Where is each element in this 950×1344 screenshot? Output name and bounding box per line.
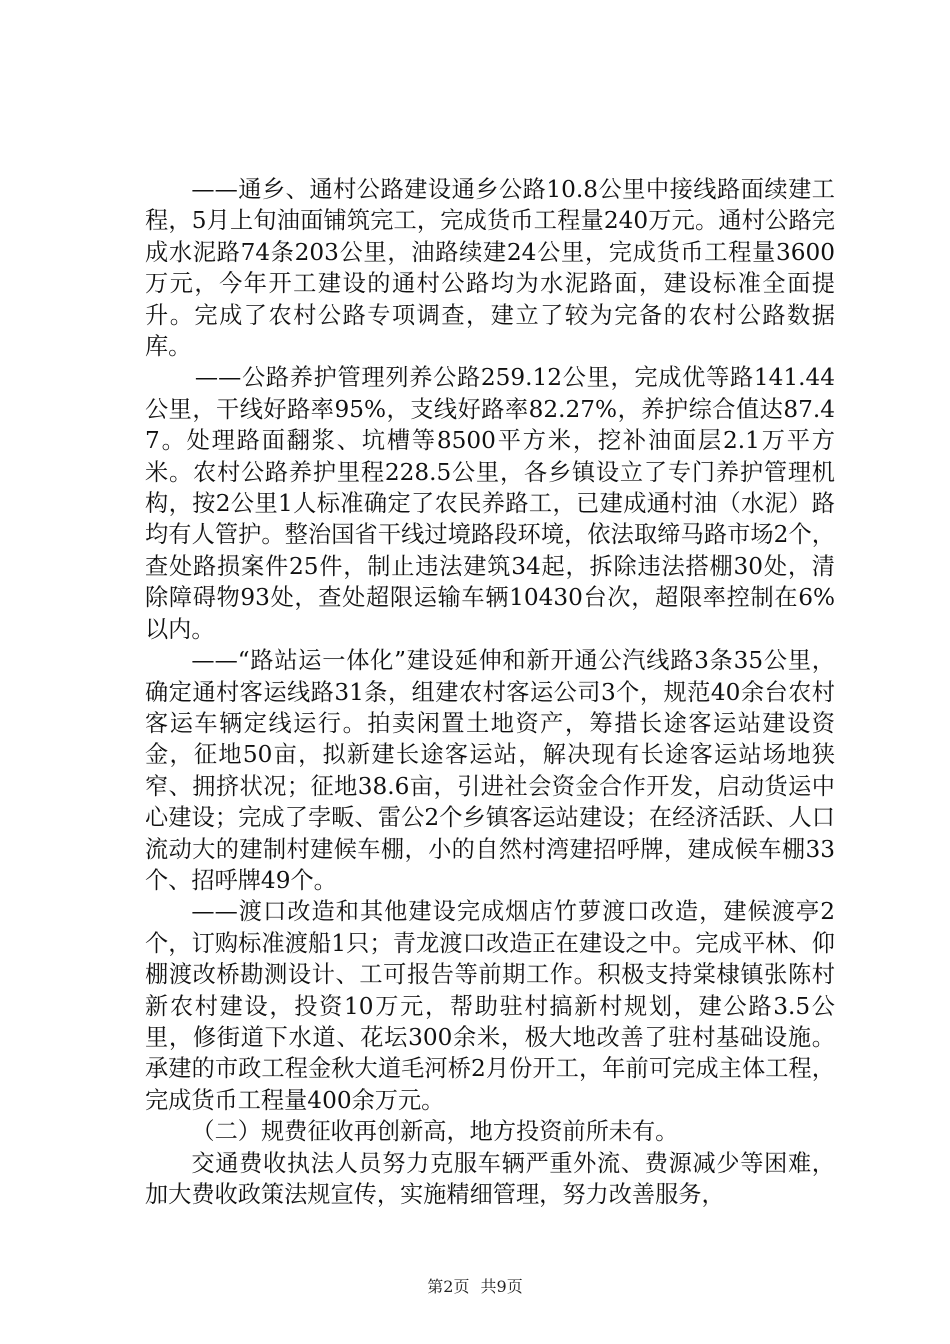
total-pages: 共9页 <box>480 1277 523 1296</box>
document-body <box>145 174 835 1210</box>
paragraph-section-heading: （二）规费征收再创新高，地方投资前所未有。 <box>191 1118 679 1146</box>
paragraph-road-station-integration: ——“路站运一体化”建设延伸和新开通公汽线路3条35公里，确定通村客运线路31条，组建农村客运公司3个，规范40余台农村客运车辆定线运行。拍卖闲置土地资产，筹措长途客运站建设资金，征地50亩，拟新建长途客运站，解决现有长途客运站场地狭窄、拥挤状况；征地38.6亩，引进社会资金合作开发，启动货运中心建设；完成了孛畈、雷公2个乡镇客运站建设；在经济活跃、人口流动大的建制村建候车棚，小的自然村湾建招呼牌，建成候车棚33个、招呼牌49个。 <box>145 647 835 894</box>
paragraph-fee-collection: 交通费收执法人员努力克服车辆严重外流、费源减少等困难，加大费收政策法规宣传，实施精细管理，努力改善服务， <box>145 1149 835 1208</box>
paragraph-ferry-renovation: ——渡口改造和其他建设完成烟店竹萝渡口改造，建候渡亭2个，订购标准渡船1只；青龙渡口改造正在建设之中。完成平林、仰棚渡改桥勘测设计、工可报告等前期工作。积极支持棠棣镇张陈村新农村建设，投资10万元，帮助驻村搞新村规划，建公路3.5公里，修街道下水道、花坛300余米，极大地改善了驻村基础设施。承建的市政工程金秋大道毛河桥2月份开工，年前可完成主体工程，完成货币工程量400余万元。 <box>145 898 835 1114</box>
page-number: 第2页 <box>427 1277 470 1296</box>
paragraph-road-maintenance: ——公路养护管理列养公路259.12公里，完成优等路141.44公里，干线好路率95%，支线好路率82.27%，养护综合值达87.47。处理路面翻浆、坑槽等8500平方米，挖补油面层2.1万平方米。农村公路养护里程228.5公里，各乡镇设立了专门养护管理机构，按2公里1人标准确定了农民养路工，已建成通村油（水泥）路均有人管护。整治国省干线过境路段环境，依法取缔马路市场2个，查处路损案件25件，制止违法建筑34起，拆除违法搭棚30处，清除障碍物93处，查处超限运输车辆10430台次，超限率控制在6%以内。 <box>145 364 835 643</box>
paragraph-rural-roads: ——通乡、通村公路建设通乡公路10.8公里中接线路面续建工程，5月上旬油面铺筑完工，完成货币工程量240万元。通村公路完成水泥路74条203公里，油路续建24公里，完成货币工程量3600万元，今年开工建设的通村公路均为水泥路面，建设标准全面提升。完成了农村公路专项调查，建立了较为完备的农村公路数据库。 <box>145 176 835 361</box>
page-footer <box>0 1274 950 1297</box>
